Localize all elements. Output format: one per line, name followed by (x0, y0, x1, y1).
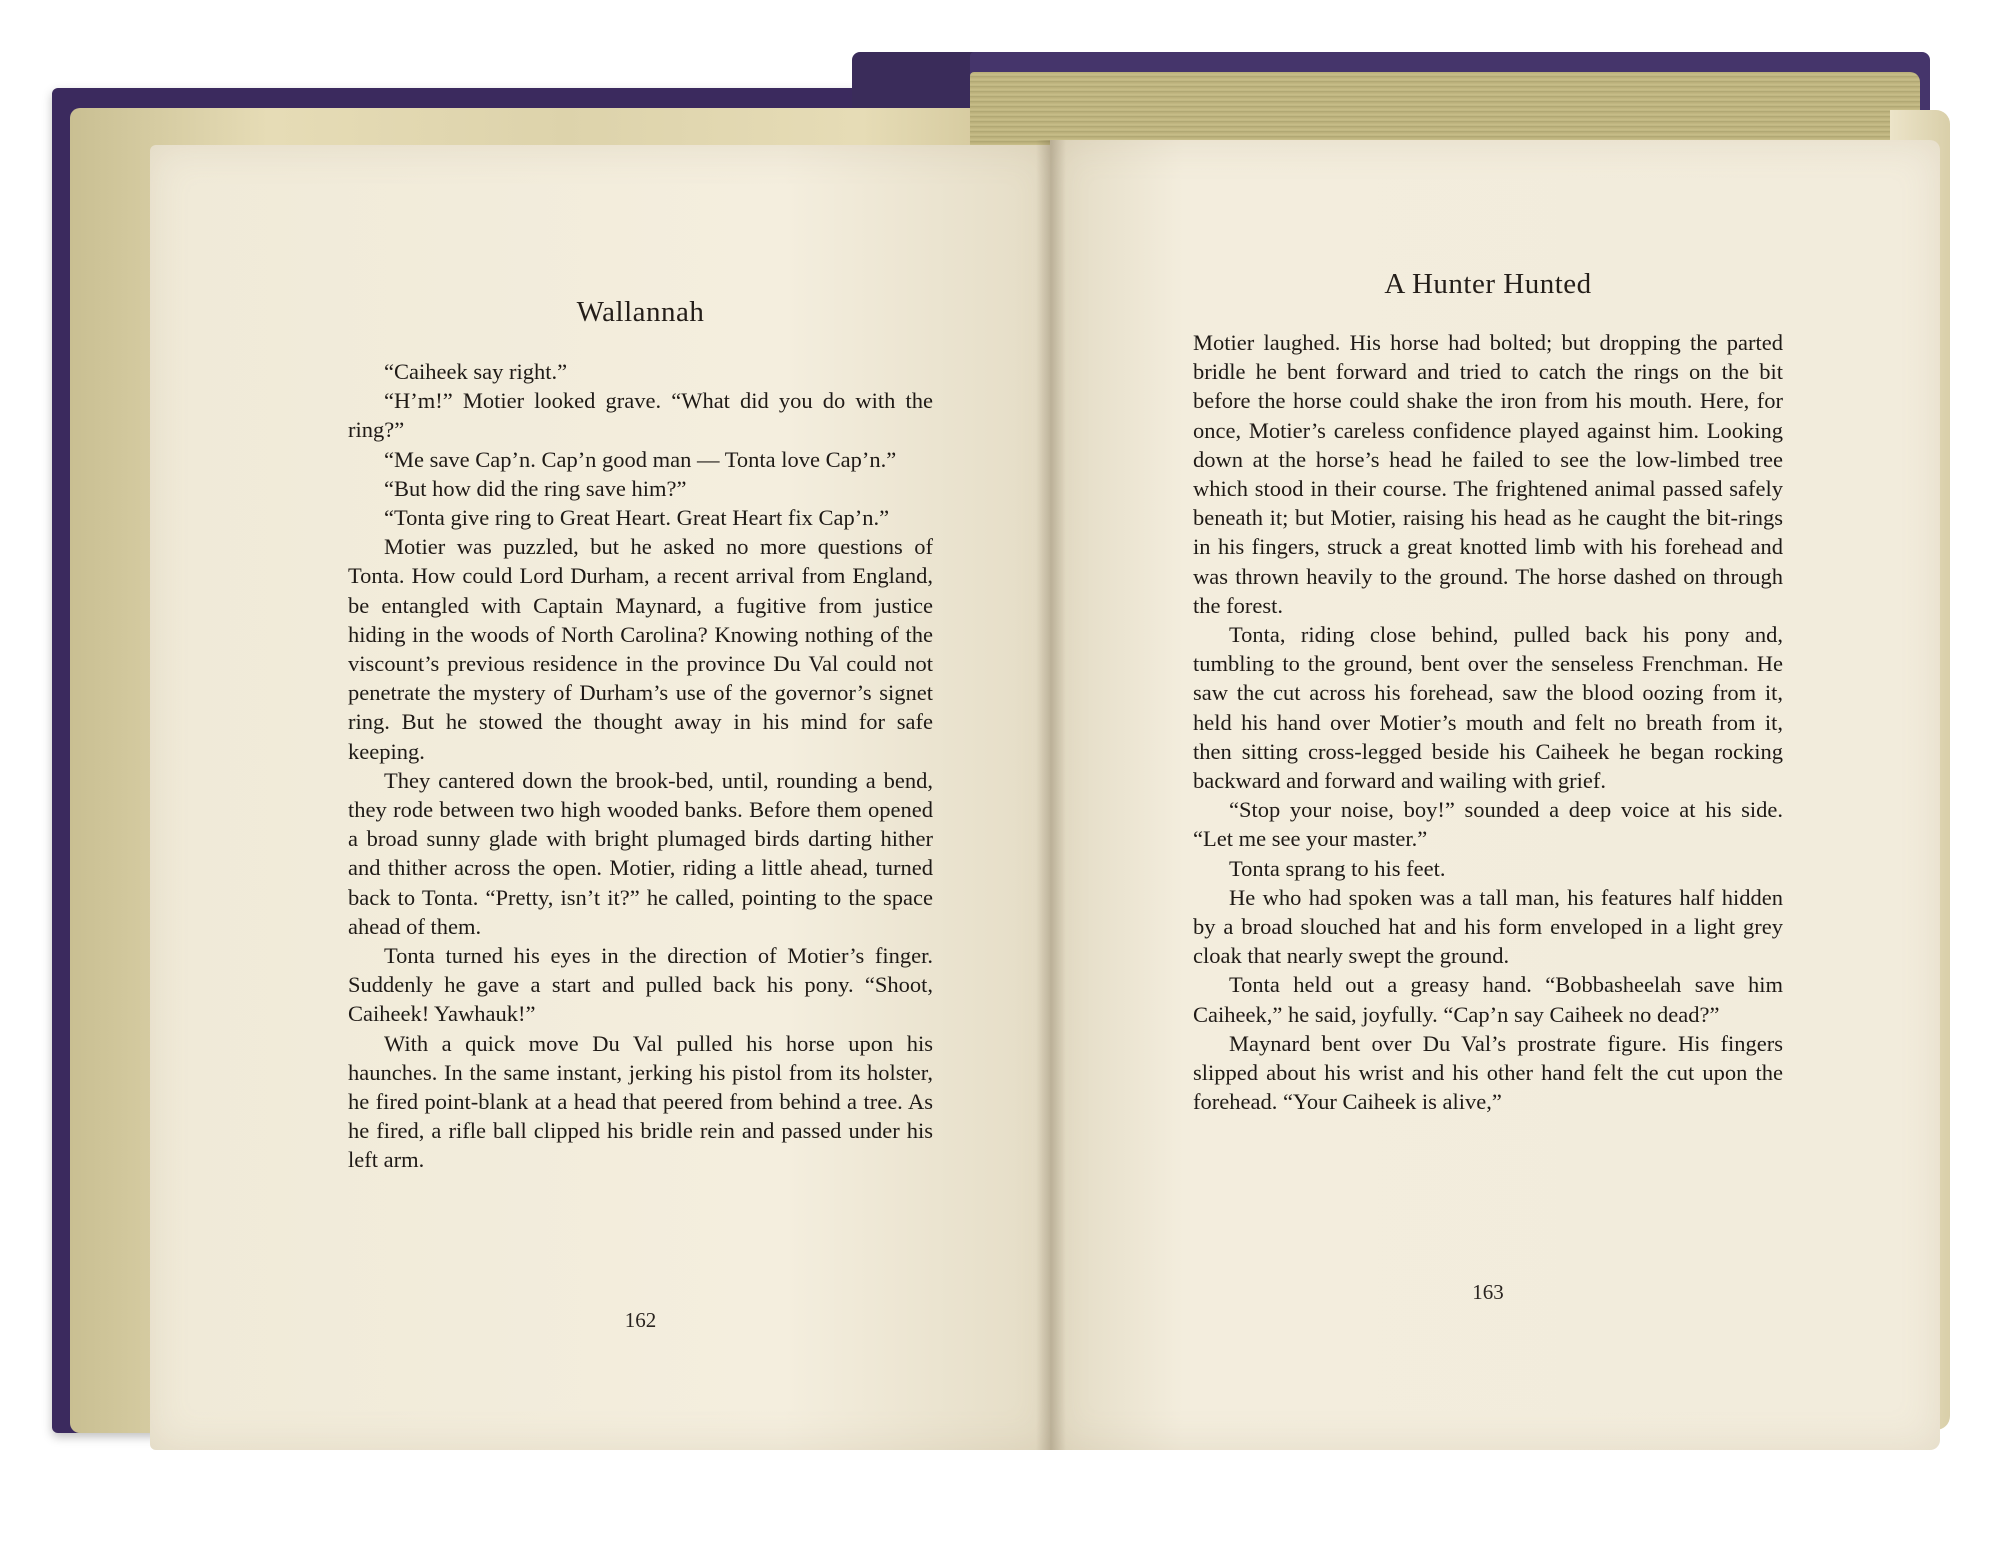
paragraph: Maynard bent over Du Val’s prostrate figure. His fingers slipped about his wrist and his other hand felt the cut upon the forehead. “Your Caiheek is alive,” (1193, 1030, 1783, 1115)
paragraph: “But how did the ring save him?” (384, 475, 687, 501)
book-gutter (1036, 140, 1066, 1450)
left-page-text (348, 357, 933, 1175)
paragraph: Tonta held out a greasy hand. “Bobbasheelah save him Caiheek,” he said, joyfully. “Cap’n say Caiheek no dead?” (1193, 972, 1783, 1027)
paragraph: “Tonta give ring to Great Heart. Great Heart fix Cap’n.” (384, 505, 890, 531)
paragraph: Motier laughed. His horse had bolted; but dropping the parted bridle he bent forward and tried to catch the rings on the bit before the horse could shake the iron from his mouth. Here, for once, Motier’s careless confidence played against him. Looking down at the horse’s head he failed to see the low-limbed tree which stood in their course. The frightened animal passed safely beneath it; but Motier, raising his head as he caught the bit-rings in his fingers, struck a great knotted limb with his forehead and was thrown heavily to the ground. The horse dashed on through the forest. (1193, 330, 1783, 618)
running-head-left: Wallannah (576, 296, 705, 328)
paragraph: With a quick move Du Val pulled his horse upon his haunches. In the same instant, jerking his pistol from its holster, he fired point-blank at a head that peered from behind a tree. As he fired, a rifle ball clipped his bridle rein and passed under his left arm. (348, 1030, 933, 1173)
paragraph: They cantered down the brook-bed, until, rounding a bend, they rode between two high wooded banks. Before them opened a broad sunny glade with bright plumaged birds darting hither and thither across the open. Motier, riding a little ahead, turned back to Tonta. “Pretty, isn’t it?” he called, pointing to the space ahead of them. (348, 767, 933, 939)
page-number-right: 163 (1472, 1280, 1504, 1304)
paragraph: Motier was puzzled, but he asked no more questions of Tonta. How could Lord Durham, a recent arrival from England, be entangled with Captain Maynard, a fugitive from justice hiding in the woods of North Carolina? Knowing nothing of the viscount’s previous residence in the province Du Val could not penetrate the mystery of Durham’s use of the governor’s signet ring. But he stowed the thought away in his mind for safe keeping. (348, 534, 933, 764)
paragraph: He who had spoken was a tall man, his features half hidden by a broad slouched hat and his form enveloped in a light grey cloak that nearly swept the ground. (1193, 884, 1783, 969)
running-head-right: A Hunter Hunted (1384, 268, 1592, 300)
paragraph: Tonta, riding close behind, pulled back his pony and, tumbling to the ground, bent over the senseless Frenchman. He saw the cut across his forehead, saw the blood oozing from it, held his hand over Motier’s mouth and felt no breath from it, then sitting cross-legged beside his Caiheek he began rocking backward and forward and wailing with grief. (1193, 622, 1783, 794)
right-page-text (1193, 328, 1783, 1116)
paragraph: “H’m!” Motier looked grave. “What did you do with the ring?” (348, 388, 933, 443)
paragraph: “Caiheek say right.” (384, 359, 568, 384)
paragraph: “Stop your noise, boy!” sounded a deep voice at his side. “Let me see your master.” (1193, 797, 1783, 852)
paragraph: Tonta turned his eyes in the direction of Motier’s finger. Suddenly he gave a start and pulled back his pony. “Shoot, Caiheek! Yawhauk!” (348, 943, 933, 1027)
paragraph: Tonta sprang to his feet. (1229, 855, 1446, 881)
paragraph: “Me save Cap’n. Cap’n good man — Tonta love Cap’n.” (384, 446, 897, 472)
page-number-left: 162 (624, 1308, 657, 1332)
